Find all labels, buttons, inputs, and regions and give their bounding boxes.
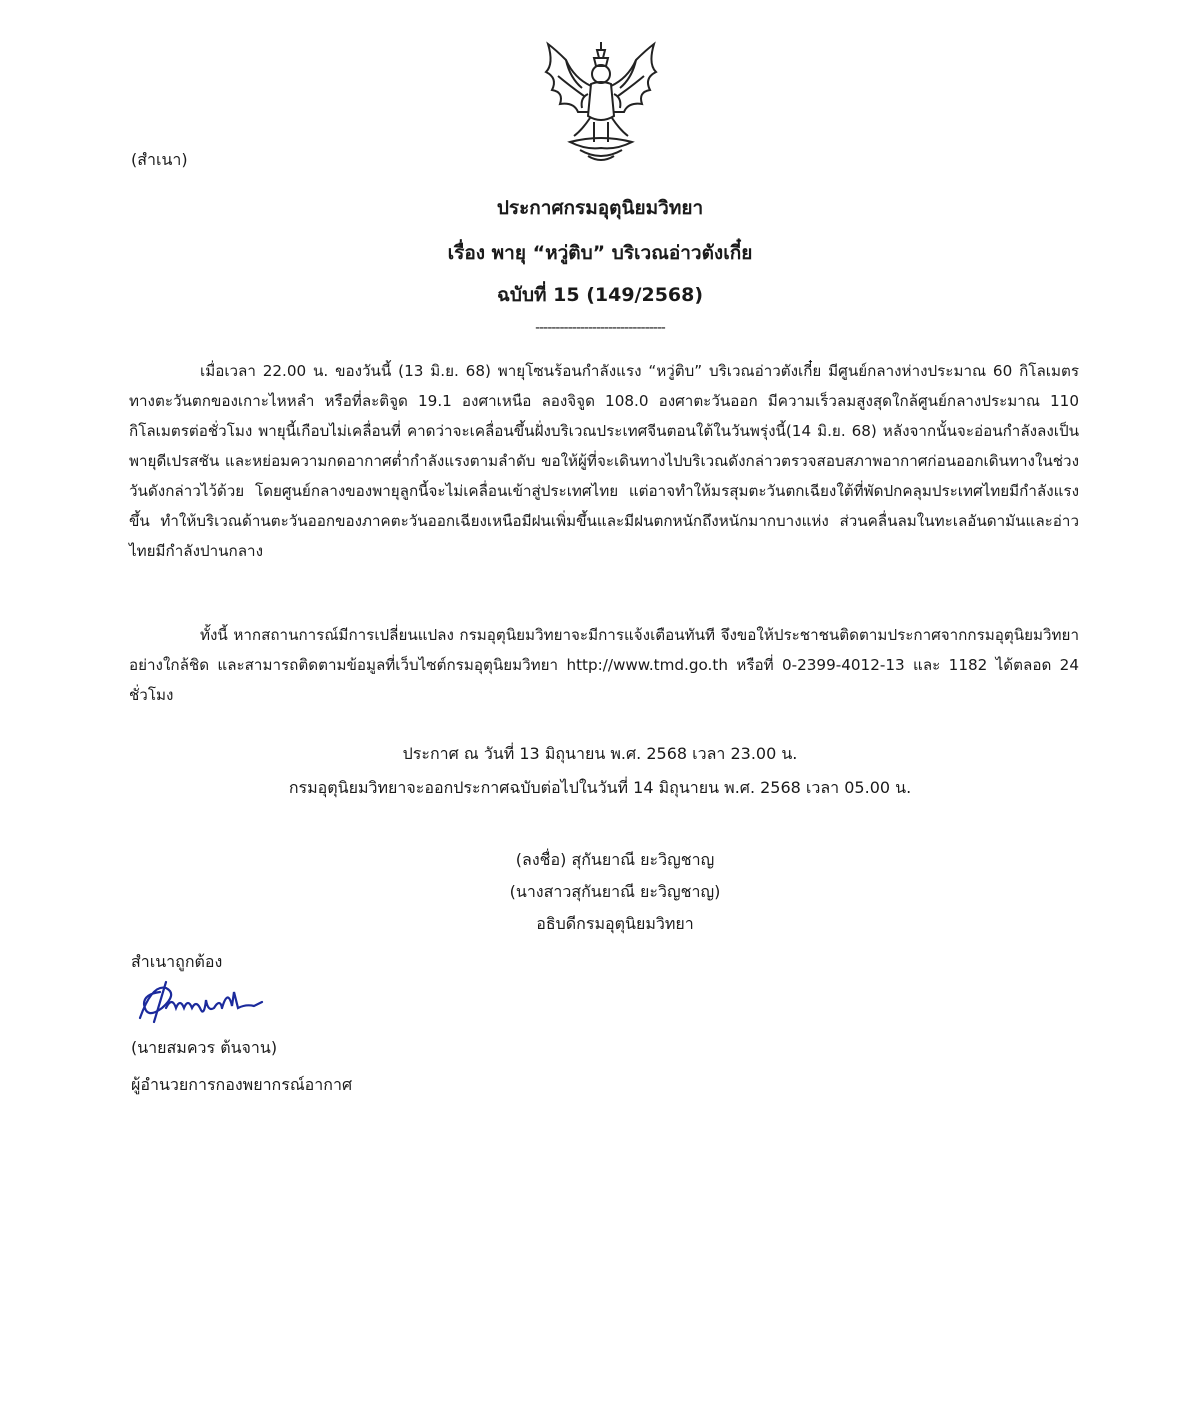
announcement-issue: ฉบับที่ 15 (149/2568) bbox=[496, 284, 704, 306]
announcement-title: ประกาศกรมอุตุนิยมวิทยา bbox=[496, 197, 704, 219]
signed-by: (ลงชื่อ) สุกันยาณี ยะวิญชาญ bbox=[515, 850, 715, 869]
signer-name: (นางสาวสุกันยาณี ยะวิญชาญ) bbox=[509, 882, 721, 901]
paragraph-storm-details: เมื่อเวลา 22.00 น. ของวันนี้ (13 มิ.ย. 68) พายุโซนร้อนกำลังแรง “หวู่ติบ” บริเวณอ่าวตังเกี๋ย มีศูนย์กลางห่างประมาณ 60 กิโลเมตร ทางตะวันตกของเกาะไหหลำ หรือที่ละติจูด 19.1 องศาเหนือ ลองจิจูด 108.0 องศาตะวันออก มีความเร็วลมสูงสุดใกล้ศูนย์กลางประมาณ 110 กิโลเมตรต่อชั่วโมง พายุนี้เกือบไม่เคลื่อนที่ คาดว่าจะเคลื่อนขึ้นฝั่งบริเวณประเทศจีนตอนใต้ในวันพรุ่งนี้(14 มิ.ย. 68) หลังจากนั้นจะอ่อนกำลังลงเป็นพายุดีเปรสชัน และหย่อมความกดอากาศต่ำกำลังแรงตามลำดับ ขอให้ผู้ที่จะเดินทางไปบริเวณดังกล่าวตรวจสอบสภาพอากาศก่อนออกเดินทางในช่วงวันดังกล่าวไว้ด้วย โดยศูนย์กลางของพายุลูกนี้จะไม่เคลื่อนเข้าสู่ประเทศไทย แต่อาจทำให้มรสุมตะวันตกเฉียงใต้ที่พัดปกคลุมประเทศไทยมีกำลังแรงขึ้น ทำให้บริเวณด้านตะวันออกของภาคตะวันออกเฉียงเหนือมีฝนเพิ่มขึ้นและมีฝนตกหนักถึงหนักมากบางแห่ง ส่วนคลื่นลมในทะเลอันดามันและอ่าวไทยมีกำลังปานกลาง bbox=[129, 362, 1079, 560]
paragraph-warning-notice: ทั้งนี้ หากสถานการณ์มีการเปลี่ยนแปลง กรมอุตุนิยมวิทยาจะมีการแจ้งเตือนทันที จึงขอให้ประชาชนติดตามประกาศจากกรมอุตุนิยมวิทยาอย่างใกล้ชิด และสามารถติดตามข้อมูลที่เว็บไซต์กรมอุตุนิยมวิทยา http://www.tmd.go.th หรือที่ 0-2399-4012-13 และ 1182 ได้ตลอด 24 ชั่วโมง bbox=[129, 626, 1079, 704]
certifier-title: ผู้อำนวยการกองพยากรณ์อากาศ bbox=[131, 1075, 353, 1094]
title-separator: -------------------------------- bbox=[535, 320, 665, 336]
announced-date: ประกาศ ณ วันที่ 13 มิถุนายน พ.ศ. 2568 เวลา 23.00 น. bbox=[402, 744, 798, 763]
copy-mark: (สำเนา) bbox=[131, 150, 188, 169]
announcement-subject: เรื่อง พายุ “หวู่ติบ” บริเวณอ่าวตังเกี๋ย bbox=[447, 242, 753, 264]
signer-title: อธิบดีกรมอุตุนิยมวิทยา bbox=[536, 914, 694, 933]
next-issue-date: กรมอุตุนิยมวิทยาจะออกประกาศฉบับต่อไปในวันที่ 14 มิถุนายน พ.ศ. 2568 เวลา 05.00 น. bbox=[288, 778, 912, 797]
garuda-emblem-icon bbox=[536, 38, 666, 166]
handwritten-signature bbox=[136, 978, 266, 1030]
certifier-name: (นายสมควร ต้นจาน) bbox=[131, 1038, 278, 1057]
certified-copy-label: สำเนาถูกต้อง bbox=[131, 952, 223, 971]
